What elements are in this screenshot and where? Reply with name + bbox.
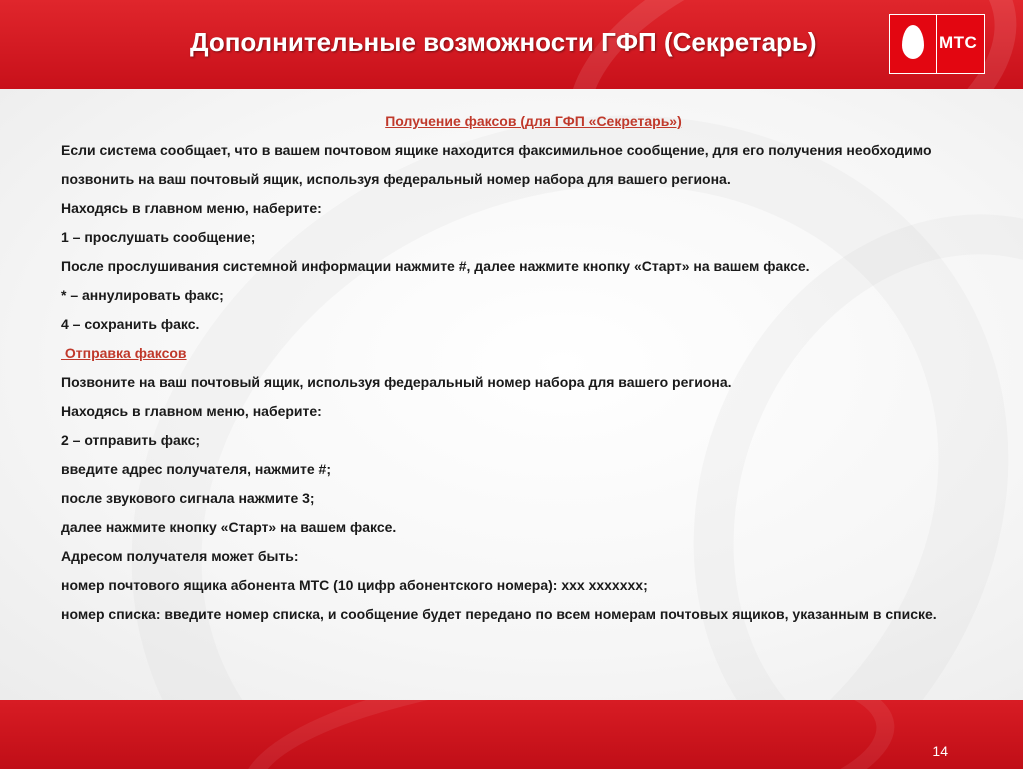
body-line: введите адрес получателя, нажмите #; (61, 461, 332, 477)
body-line: Позвоните на ваш почтовый ящик, используя федеральный номер набора для вашего региона. (61, 374, 732, 390)
body-line: после звукового сигнала нажмите 3; (61, 490, 315, 506)
body-line: После прослушивания системной информации нажмите #, далее нажмите кнопку «Старт» на вашем факсе. (61, 258, 810, 274)
body-line: далее нажмите кнопку «Старт» на вашем факсе. (61, 519, 397, 535)
logo-brand-text: МТС (939, 33, 978, 52)
body-line: Если система сообщает, что в вашем почтовом ящике находится факсимильное сообщение, для его получения необходимо позвонить на ваш почтовый ящик, используя федеральный номер набора для вашего региона. (61, 142, 932, 187)
body-line: Находясь в главном меню, наберите: (61, 403, 322, 419)
egg-icon (902, 25, 924, 59)
body-line: номер почтового ящика абонента МТС (10 цифр абонентского номера): ххх ххххххх; (61, 577, 648, 593)
slide-title: Дополнительные возможности ГФП (Секретарь) (190, 27, 817, 57)
slide-header (0, 0, 1023, 89)
slide-body (61, 107, 1006, 629)
body-line: Адресом получателя может быть: (61, 548, 299, 564)
heading-receive-faxes: Получение факсов (для ГФП «Секретарь») (385, 113, 682, 129)
slide-footer (0, 700, 1023, 769)
body-line: * – аннулировать факс; (61, 287, 224, 303)
footer-decoration (232, 700, 905, 769)
body-line: 4 – сохранить факс. (61, 316, 200, 332)
page-number: 14 (932, 743, 948, 759)
body-line: номер списка: введите номер списка, и сообщение будет передано по всем номерам почтовых ящиков, указанным в списке. (61, 606, 937, 622)
body-line: 1 – прослушать сообщение; (61, 229, 256, 245)
mts-logo (889, 14, 985, 74)
body-line: Находясь в главном меню, наберите: (61, 200, 322, 216)
heading-send-faxes: Отправка факсов (61, 345, 187, 361)
body-line: 2 – отправить факс; (61, 432, 201, 448)
logo-egg-box (890, 15, 937, 73)
